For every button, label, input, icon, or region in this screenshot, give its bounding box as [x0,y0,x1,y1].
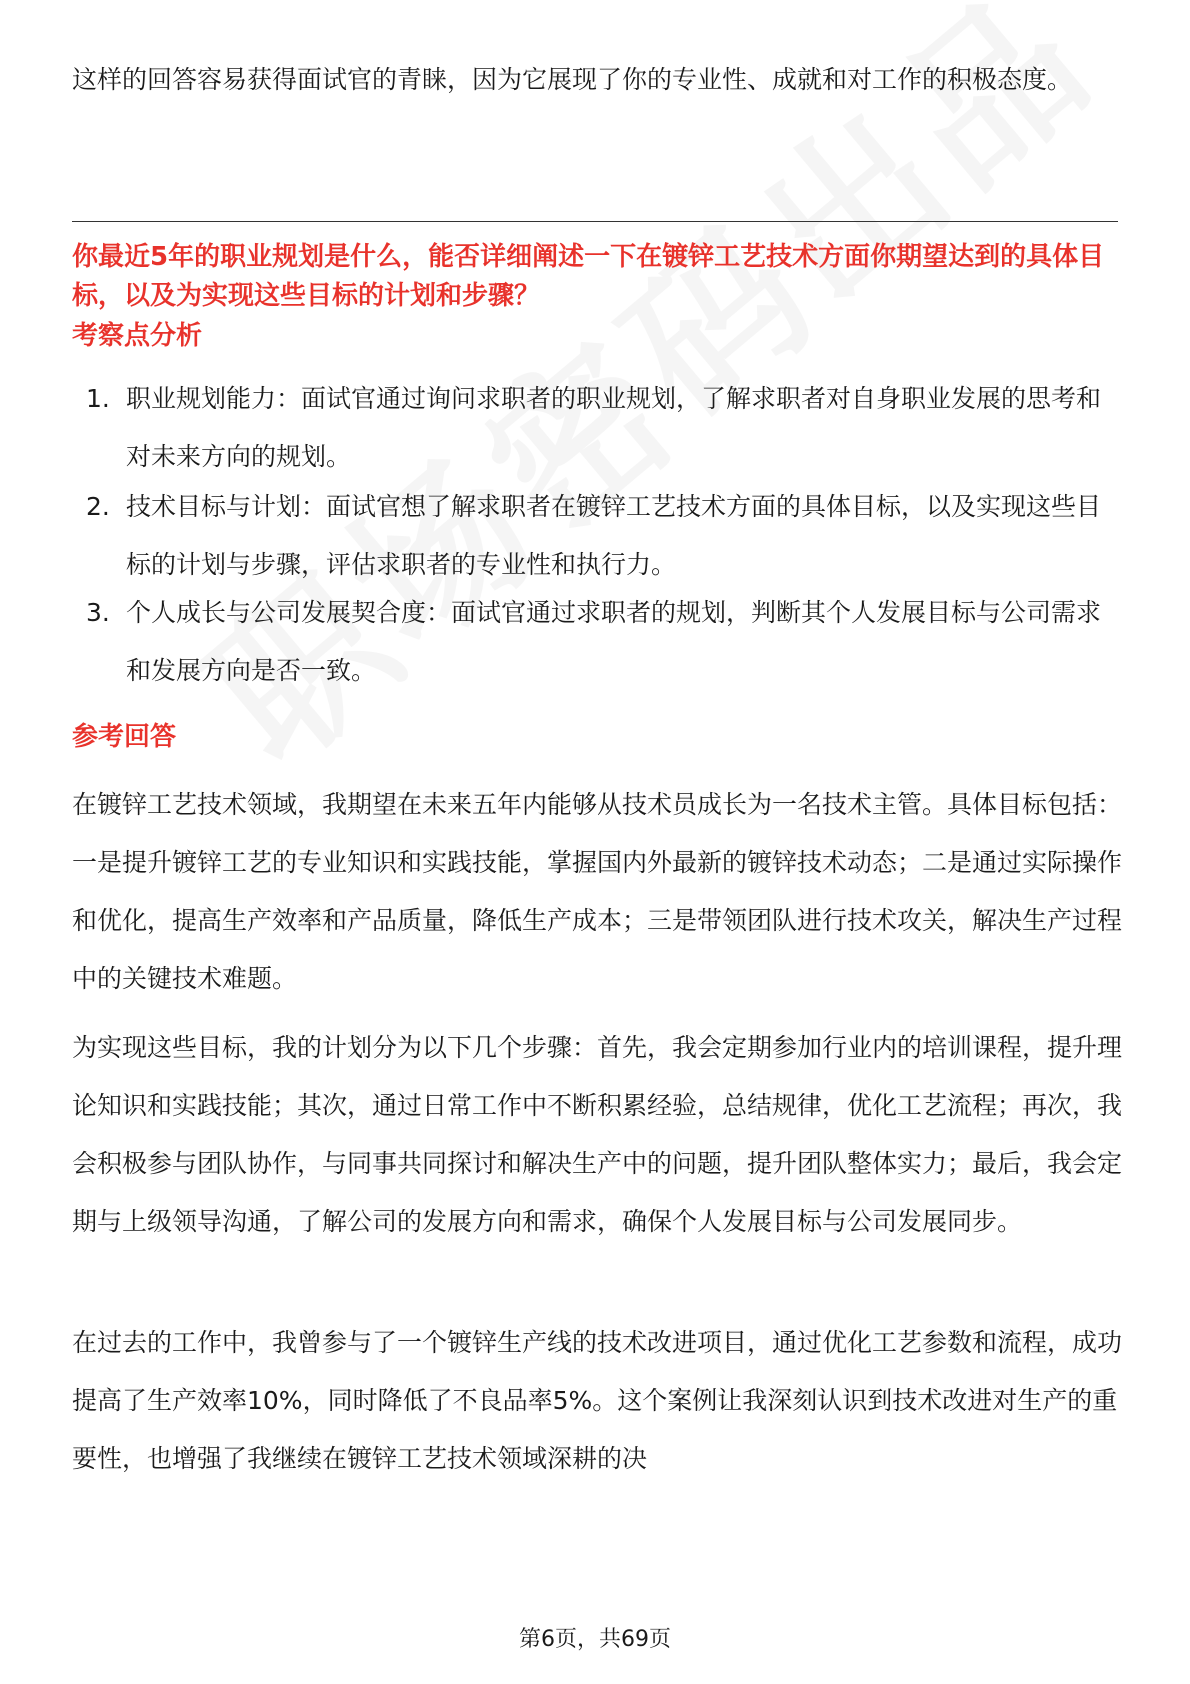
section-divider [72,221,1118,222]
answer-paragraph: 为实现这些目标，我的计划分为以下几个步骤：首先，我会定期参加行业内的培训课程，提升理论知识和实践技能；其次，通过日常工作中不断积累经验，总结规律，优化工艺流程；再次，我会积极参与团队协作，与同事共同探讨和解决生产中的问题，提升团队整体实力；最后，我会定期与上级领导沟通，了解公司的发展方向和需求，确保个人发展目标与公司发展同步。 [72,1033,1123,1236]
answer-paragraph: 在镀锌工艺技术领域，我期望在未来五年内能够从技术员成长为一名技术主管。具体目标包括：一是提升镀锌工艺的专业知识和实践技能，掌握国内外最新的镀锌技术动态；二是通过实际操作和优化，提高生产效率和产品质量，降低生产成本；三是带领团队进行技术攻关，解决生产过程中的关键技术难题。 [72,790,1123,993]
list-text: 技术目标与计划：面试官想了解求职者在镀锌工艺技术方面的具体目标，以及实现这些目标的计划与步骤，评估求职者的专业性和执行力。 [126,492,1102,579]
list-text: 职业规划能力：面试官通过询问求职者的职业规划，了解求职者对自身职业发展的思考和对未来方向的规划。 [126,384,1102,471]
interview-question: 你最近5年的职业规划是什么，能否详细阐述一下在镀锌工艺技术方面你期望达到的具体目标，以及为实现这些目标的计划和步骤？ [72,242,1105,311]
analysis-list-item [72,370,1122,486]
analysis-list-item [72,478,1122,594]
list-text: 个人成长与公司发展契合度：面试官通过求职者的规划，判断其个人发展目标与公司需求和发展方向是否一致。 [126,598,1102,685]
list-number: 3. [86,598,110,627]
page-number: 第6页，共69页 [519,1627,671,1652]
analysis-heading: 考察点分析 [72,321,203,351]
answer-paragraph: 在过去的工作中，我曾参与了一个镀锌生产线的技术改进项目，通过优化工艺参数和流程，成功提高了生产效率10%，同时降低了不良品率5%。这个案例让我深刻认识到技术改进对生产的重要性，也增强了我继续在镀锌工艺技术领域深耕的决 [72,1328,1123,1473]
answer-heading: 参考回答 [72,722,177,752]
list-number: 1. [86,384,110,413]
list-number: 2. [86,492,110,521]
intro-paragraph: 这样的回答容易获得面试官的青睐，因为它展现了你的专业性、成就和对工作的积极态度。 [72,65,1073,94]
analysis-list-item [72,584,1122,700]
